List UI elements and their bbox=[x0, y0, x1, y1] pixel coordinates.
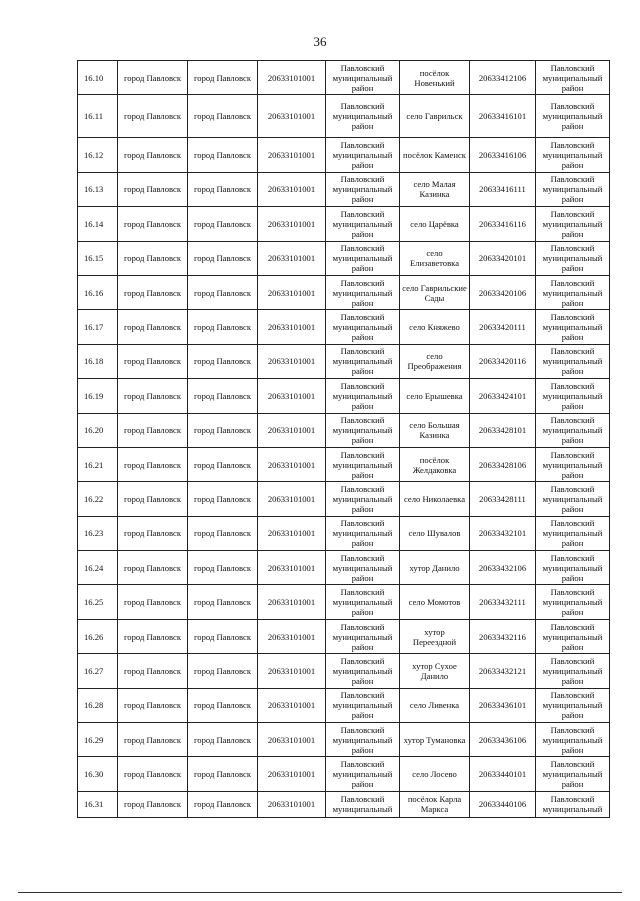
oktmo-code-cell: 20633101001 bbox=[258, 413, 326, 447]
locality-cell: село Николаевка bbox=[400, 482, 470, 516]
municipality-cell: город Павловск bbox=[188, 482, 258, 516]
locality-cell: посёлок Каменск bbox=[400, 138, 470, 172]
locality-district-cell: Павловский муниципальный район bbox=[536, 723, 610, 757]
locality-district-cell: Павловский муниципальный район bbox=[536, 447, 610, 481]
oktmo-code-cell: 20633101001 bbox=[258, 447, 326, 481]
locality-district-cell: Павловский муниципальный район bbox=[536, 275, 610, 309]
district-cell: Павловский муниципальный район bbox=[326, 344, 400, 378]
locality-district-cell: Павловский муниципальный район bbox=[536, 95, 610, 138]
locality-cell: хутор Тумановка bbox=[400, 723, 470, 757]
table-row bbox=[78, 723, 610, 757]
table-body bbox=[78, 61, 610, 818]
district-cell: Павловский муниципальный район bbox=[326, 757, 400, 791]
oktmo-code-cell: 20633101001 bbox=[258, 585, 326, 619]
locality-cell: село Гаврильск bbox=[400, 95, 470, 138]
district-cell: Павловский муниципальный bbox=[326, 791, 400, 817]
locality-code-cell: 20633424101 bbox=[470, 379, 536, 413]
oktmo-code-cell: 20633101001 bbox=[258, 654, 326, 688]
settlement-cell: город Павловск bbox=[118, 207, 188, 241]
oktmo-code-cell: 20633101001 bbox=[258, 516, 326, 550]
oktmo-code-cell: 20633101001 bbox=[258, 95, 326, 138]
row-number-cell: 16.28 bbox=[78, 688, 118, 722]
municipality-cell: город Павловск bbox=[188, 654, 258, 688]
municipality-cell: город Павловск bbox=[188, 207, 258, 241]
district-cell: Павловский муниципальный район bbox=[326, 551, 400, 585]
municipality-cell: город Павловск bbox=[188, 275, 258, 309]
locality-district-cell: Павловский муниципальный район bbox=[536, 172, 610, 206]
municipality-cell: город Павловск bbox=[188, 688, 258, 722]
row-number-cell: 16.14 bbox=[78, 207, 118, 241]
oktmo-code-cell: 20633101001 bbox=[258, 482, 326, 516]
table-row bbox=[78, 585, 610, 619]
locality-code-cell: 20633432111 bbox=[470, 585, 536, 619]
district-cell: Павловский муниципальный район bbox=[326, 413, 400, 447]
locality-code-cell: 20633432121 bbox=[470, 654, 536, 688]
settlement-registry-table bbox=[77, 60, 610, 818]
municipality-cell: город Павловск bbox=[188, 619, 258, 653]
locality-code-cell: 20633416101 bbox=[470, 95, 536, 138]
table-row bbox=[78, 413, 610, 447]
settlement-cell: город Павловск bbox=[118, 654, 188, 688]
locality-code-cell: 20633416111 bbox=[470, 172, 536, 206]
district-cell: Павловский муниципальный район bbox=[326, 95, 400, 138]
locality-cell: посёлок Карла Маркса bbox=[400, 791, 470, 817]
oktmo-code-cell: 20633101001 bbox=[258, 791, 326, 817]
municipality-cell: город Павловск bbox=[188, 791, 258, 817]
locality-cell: село Лосево bbox=[400, 757, 470, 791]
district-cell: Павловский муниципальный район bbox=[326, 619, 400, 653]
locality-code-cell: 20633428101 bbox=[470, 413, 536, 447]
locality-code-cell: 20633420106 bbox=[470, 275, 536, 309]
settlement-cell: город Павловск bbox=[118, 619, 188, 653]
locality-code-cell: 20633420116 bbox=[470, 344, 536, 378]
settlement-cell: город Павловск bbox=[118, 344, 188, 378]
table-row bbox=[78, 654, 610, 688]
settlement-cell: город Павловск bbox=[118, 447, 188, 481]
row-number-cell: 16.23 bbox=[78, 516, 118, 550]
district-cell: Павловский муниципальный район bbox=[326, 207, 400, 241]
locality-cell: посёлок Новенький bbox=[400, 61, 470, 95]
row-number-cell: 16.31 bbox=[78, 791, 118, 817]
municipality-cell: город Павловск bbox=[188, 310, 258, 344]
table-row bbox=[78, 241, 610, 275]
table-row bbox=[78, 138, 610, 172]
district-cell: Павловский муниципальный район bbox=[326, 310, 400, 344]
municipality-cell: город Павловск bbox=[188, 585, 258, 619]
table-row bbox=[78, 95, 610, 138]
row-number-cell: 16.17 bbox=[78, 310, 118, 344]
table-row bbox=[78, 619, 610, 653]
table-row bbox=[78, 688, 610, 722]
row-number-cell: 16.24 bbox=[78, 551, 118, 585]
table-row bbox=[78, 757, 610, 791]
locality-code-cell: 20633428106 bbox=[470, 447, 536, 481]
settlement-cell: город Павловск bbox=[118, 585, 188, 619]
bottom-rule bbox=[18, 892, 622, 893]
settlement-cell: город Павловск bbox=[118, 95, 188, 138]
row-number-cell: 16.15 bbox=[78, 241, 118, 275]
locality-code-cell: 20633436106 bbox=[470, 723, 536, 757]
locality-cell: село Большая Казинка bbox=[400, 413, 470, 447]
row-number-cell: 16.19 bbox=[78, 379, 118, 413]
row-number-cell: 16.13 bbox=[78, 172, 118, 206]
table-row bbox=[78, 379, 610, 413]
table-row bbox=[78, 791, 610, 817]
locality-cell: село Преображения bbox=[400, 344, 470, 378]
row-number-cell: 16.10 bbox=[78, 61, 118, 95]
locality-cell: село Момотов bbox=[400, 585, 470, 619]
locality-district-cell: Павловский муниципальный район bbox=[536, 551, 610, 585]
settlement-cell: город Павловск bbox=[118, 241, 188, 275]
locality-code-cell: 20633416106 bbox=[470, 138, 536, 172]
district-cell: Павловский муниципальный район bbox=[326, 688, 400, 722]
locality-cell: село Гаврильские Сады bbox=[400, 275, 470, 309]
locality-cell: село Шувалов bbox=[400, 516, 470, 550]
district-cell: Павловский муниципальный район bbox=[326, 379, 400, 413]
municipality-cell: город Павловск bbox=[188, 344, 258, 378]
locality-district-cell: Павловский муниципальный район bbox=[536, 619, 610, 653]
municipality-cell: город Павловск bbox=[188, 723, 258, 757]
table-row bbox=[78, 310, 610, 344]
locality-district-cell: Павловский муниципальный bbox=[536, 791, 610, 817]
locality-district-cell: Павловский муниципальный район bbox=[536, 413, 610, 447]
district-cell: Павловский муниципальный район bbox=[326, 61, 400, 95]
table-row bbox=[78, 551, 610, 585]
page-number: 36 bbox=[313, 34, 327, 49]
oktmo-code-cell: 20633101001 bbox=[258, 551, 326, 585]
locality-cell: посёлок Желдаковка bbox=[400, 447, 470, 481]
district-cell: Павловский муниципальный район bbox=[326, 275, 400, 309]
municipality-cell: город Павловск bbox=[188, 172, 258, 206]
oktmo-code-cell: 20633101001 bbox=[258, 138, 326, 172]
district-cell: Павловский муниципальный район bbox=[326, 447, 400, 481]
locality-cell: село Елизаветовка bbox=[400, 241, 470, 275]
row-number-cell: 16.25 bbox=[78, 585, 118, 619]
settlement-cell: город Павловск bbox=[118, 310, 188, 344]
locality-district-cell: Павловский муниципальный район bbox=[536, 241, 610, 275]
municipality-cell: город Павловск bbox=[188, 241, 258, 275]
locality-code-cell: 20633416116 bbox=[470, 207, 536, 241]
settlement-cell: город Павловск bbox=[118, 172, 188, 206]
locality-cell: село Ливенка bbox=[400, 688, 470, 722]
municipality-cell: город Павловск bbox=[188, 413, 258, 447]
municipality-cell: город Павловск bbox=[188, 95, 258, 138]
table-row bbox=[78, 61, 610, 95]
district-cell: Павловский муниципальный район bbox=[326, 138, 400, 172]
locality-district-cell: Павловский муниципальный район bbox=[536, 688, 610, 722]
oktmo-code-cell: 20633101001 bbox=[258, 61, 326, 95]
municipality-cell: город Павловск bbox=[188, 138, 258, 172]
locality-district-cell: Павловский муниципальный район bbox=[536, 482, 610, 516]
locality-code-cell: 20633440101 bbox=[470, 757, 536, 791]
oktmo-code-cell: 20633101001 bbox=[258, 723, 326, 757]
district-cell: Павловский муниципальный район bbox=[326, 241, 400, 275]
locality-district-cell: Павловский муниципальный район bbox=[536, 516, 610, 550]
locality-district-cell: Павловский муниципальный район bbox=[536, 310, 610, 344]
locality-cell: село Княжево bbox=[400, 310, 470, 344]
locality-code-cell: 20633412106 bbox=[470, 61, 536, 95]
municipality-cell: город Павловск bbox=[188, 61, 258, 95]
locality-code-cell: 20633428111 bbox=[470, 482, 536, 516]
row-number-cell: 16.21 bbox=[78, 447, 118, 481]
district-cell: Павловский муниципальный район bbox=[326, 482, 400, 516]
locality-code-cell: 20633432101 bbox=[470, 516, 536, 550]
locality-code-cell: 20633432106 bbox=[470, 551, 536, 585]
oktmo-code-cell: 20633101001 bbox=[258, 241, 326, 275]
settlement-cell: город Павловск bbox=[118, 516, 188, 550]
locality-district-cell: Павловский муниципальный район bbox=[536, 61, 610, 95]
locality-district-cell: Павловский муниципальный район bbox=[536, 757, 610, 791]
municipality-cell: город Павловск bbox=[188, 757, 258, 791]
table-row bbox=[78, 207, 610, 241]
table-row bbox=[78, 344, 610, 378]
locality-code-cell: 20633420101 bbox=[470, 241, 536, 275]
settlement-cell: город Павловск bbox=[118, 482, 188, 516]
row-number-cell: 16.29 bbox=[78, 723, 118, 757]
oktmo-code-cell: 20633101001 bbox=[258, 379, 326, 413]
locality-district-cell: Павловский муниципальный район bbox=[536, 585, 610, 619]
table-row bbox=[78, 516, 610, 550]
table-row bbox=[78, 275, 610, 309]
locality-district-cell: Павловский муниципальный район bbox=[536, 654, 610, 688]
settlement-cell: город Павловск bbox=[118, 551, 188, 585]
municipality-cell: город Павловск bbox=[188, 379, 258, 413]
settlement-cell: город Павловск bbox=[118, 688, 188, 722]
row-number-cell: 16.22 bbox=[78, 482, 118, 516]
locality-cell: хутор Данило bbox=[400, 551, 470, 585]
district-cell: Павловский муниципальный район bbox=[326, 172, 400, 206]
settlement-cell: город Павловск bbox=[118, 275, 188, 309]
settlement-cell: город Павловск bbox=[118, 379, 188, 413]
row-number-cell: 16.18 bbox=[78, 344, 118, 378]
oktmo-code-cell: 20633101001 bbox=[258, 207, 326, 241]
settlement-cell: город Павловск bbox=[118, 723, 188, 757]
oktmo-code-cell: 20633101001 bbox=[258, 344, 326, 378]
municipality-cell: город Павловск bbox=[188, 551, 258, 585]
locality-code-cell: 20633440106 bbox=[470, 791, 536, 817]
row-number-cell: 16.30 bbox=[78, 757, 118, 791]
oktmo-code-cell: 20633101001 bbox=[258, 310, 326, 344]
locality-district-cell: Павловский муниципальный район bbox=[536, 379, 610, 413]
district-cell: Павловский муниципальный район bbox=[326, 654, 400, 688]
locality-code-cell: 20633432116 bbox=[470, 619, 536, 653]
locality-district-cell: Павловский муниципальный район bbox=[536, 344, 610, 378]
locality-cell: село Малая Казинка bbox=[400, 172, 470, 206]
row-number-cell: 16.20 bbox=[78, 413, 118, 447]
row-number-cell: 16.26 bbox=[78, 619, 118, 653]
settlement-cell: город Павловск bbox=[118, 61, 188, 95]
locality-code-cell: 20633436101 bbox=[470, 688, 536, 722]
table-row bbox=[78, 447, 610, 481]
oktmo-code-cell: 20633101001 bbox=[258, 275, 326, 309]
row-number-cell: 16.11 bbox=[78, 95, 118, 138]
row-number-cell: 16.27 bbox=[78, 654, 118, 688]
row-number-cell: 16.16 bbox=[78, 275, 118, 309]
locality-cell: село Ерышевка bbox=[400, 379, 470, 413]
oktmo-code-cell: 20633101001 bbox=[258, 619, 326, 653]
district-cell: Павловский муниципальный район bbox=[326, 585, 400, 619]
settlement-cell: город Павловск bbox=[118, 791, 188, 817]
oktmo-code-cell: 20633101001 bbox=[258, 688, 326, 722]
locality-cell: село Царёвка bbox=[400, 207, 470, 241]
district-cell: Павловский муниципальный район bbox=[326, 516, 400, 550]
locality-cell: хутор Сухое Данило bbox=[400, 654, 470, 688]
settlement-cell: город Павловск bbox=[118, 757, 188, 791]
locality-district-cell: Павловский муниципальный район bbox=[536, 138, 610, 172]
locality-cell: хутор Переездной bbox=[400, 619, 470, 653]
table-row bbox=[78, 172, 610, 206]
municipality-cell: город Павловск bbox=[188, 447, 258, 481]
table-row bbox=[78, 482, 610, 516]
municipality-cell: город Павловск bbox=[188, 516, 258, 550]
oktmo-code-cell: 20633101001 bbox=[258, 172, 326, 206]
oktmo-code-cell: 20633101001 bbox=[258, 757, 326, 791]
settlement-cell: город Павловск bbox=[118, 138, 188, 172]
row-number-cell: 16.12 bbox=[78, 138, 118, 172]
district-cell: Павловский муниципальный район bbox=[326, 723, 400, 757]
locality-district-cell: Павловский муниципальный район bbox=[536, 207, 610, 241]
settlement-cell: город Павловск bbox=[118, 413, 188, 447]
locality-code-cell: 20633420111 bbox=[470, 310, 536, 344]
